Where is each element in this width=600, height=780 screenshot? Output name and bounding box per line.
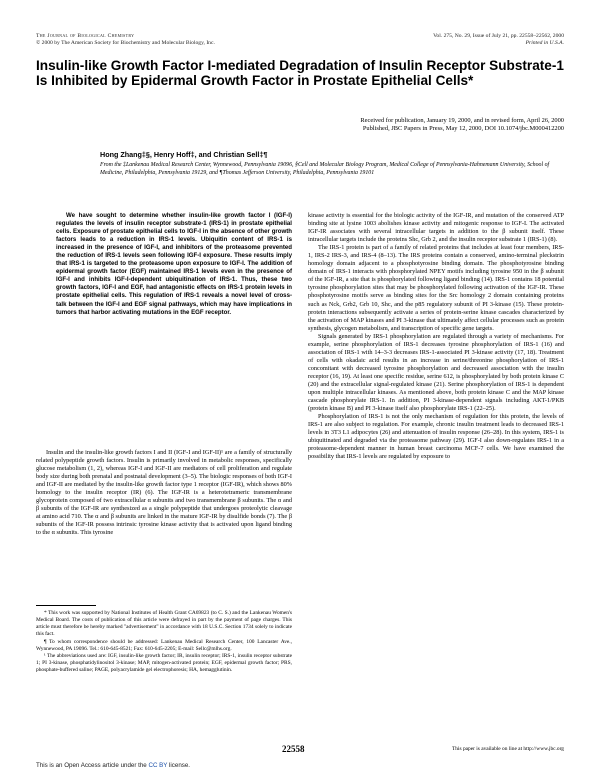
online-note: This paper is available on line at http://www.jbc.org [452,746,564,752]
page-number: 22558 [282,744,305,754]
body-paragraph: Insulin and the insulin-like growth factors I and II (IGF-I and IGF-II)¹ are a family of structurally related polypeptide growth factors. Insulin is primarily involved in metabolic responses, specifically glucose metabolism (1, 2), whereas IGF-I and IGF-II are mediators of cell proliferation and regulate body size during both prenatal and postnatal development (3–5). The biologic responses of both IGF-I and IGF-II are mediated by the insulin-like growth factor type 1 receptor (IGF-IR), which shows 80% homology to the insulin receptor (IR) (6). The IGF-IR is a heterotetrameric transmembrane glycoprotein composed of two extracellular α subunits and two transmembrane β subunits. The α and β subunits of the IGF-IR are synthesized as a single polypeptide that undergoes proteolytic cleavage at amino acid 710. The α and β subunits are linked in the mature IGF-IR by disulfide bonds (7). The β subunits of the IGF-IR possess intrinsic tyrosine kinase activity that is activated upon ligand binding to the α subunits. This tyrosine [36,449,292,537]
footnote-funding: * This work was supported by National Institutes of Health Grant CA69823 (to C. S.) and the Lankenau Women's Medical Board. The costs of publication of this article were defrayed in part by the payment of page charges. This article must therefore be hereby marked "advertisement" in accordance with 18 U.S.C. Section 1734 solely to indicate this fact. [36,610,292,637]
abstract: We have sought to determine whether insulin-like growth factor I (IGF-I) regulates the levels of insulin receptor substrate-1 (IRS-1) in prostate epithelial cells. Exposure of prostate epithelial cells to IGF-I in the absence of other growth factors leads to a reduction in IRS-1 levels. Ubiquitin content of IRS-1 is increased in the presence of IGF-I, and inhibitors of the proteasome prevented the reduction of IRS-1 levels seen following IGF-I exposure. These results imply that IRS-1 is targeted to the proteasome upon exposure to IGF-I. The addition of epidermal growth factor (EGF) maintained IRS-1 levels even in the presence of IGF-I and inhibits IGF-I-dependent ubiquitination of IRS-1. Thus, these two growth factors, IGF-I and EGF, had antagonistic effects on IRS-1 protein levels in prostate epithelial cells. This regulation of IRS-1 reveals a novel level of cross-talk between the IGF-I and EGF signal pathways, which may have implications in tumors that harbor activating mutations in the EGF receptor. [56,212,292,316]
publication-dates [204,117,564,133]
published-line: Published, JBC Papers in Press, May 12, 2000, DOI 10.1074/jbc.M000412200 [362,125,564,133]
footnotes [36,610,292,675]
body-paragraph: The IRS-1 protein is part of a family of related proteins that includes at least four members, IRS-1, IRS-2 IRS-3, and IRS-4 (8–13). The IRS proteins contain a conserved, amino-terminal pleckstrin homology domain adjacent to a phosphotyrosine binding domain. The phosphotyrosine binding domain of IRS-1 interacts with phosphorylated NPEY motifs including tyrosine 950 in the β subunit of the IGF-IR, a site that is phosphorylated following ligand binding (14). IRS-1 contains 18 potential tyrosine phosphorylation sites that may be phosphorylated following activation of the IGF-IR. These phosphotyrosine motifs serve as binding sites for the Src homology 2 domain containing proteins such as Nck, Grb2, Grb 10, Shc, and the p85 regulatory subunit of PI 3-kinase (15). These protein-protein interactions subsequently activate a series of protein-serine kinase cascades characterized by the activation of MAP kinases and PI 3-kinase that ultimately affect cellular processes such as protein synthesis, glycogen metabolism, and transcription of specific gene targets. [308,244,564,332]
open-access-notice [36,762,190,769]
received-line: Received for publication, January 19, 2000, and in revised form, April 26, 2000 [360,117,564,124]
author-list: Hong Zhang‡§, Henry Hoff‡, and Christian Sell‡¶ [100,150,268,159]
body-paragraph: kinase activity is essential for the biologic activity of the IGF-IR, and mutation of the conserved ATP binding site at lysine 1003 abolishes kinase activity and mitogenic response to IGF-I. The activated IGF-IR associates with several intracellular targets in addition to the β subunit itself. These intracellular targets include the proteins Shc, Grb 2, and the insulin receptor substrate 1 (IRS-1) (8). [308,212,564,244]
right-column [308,212,564,461]
license-link[interactable]: CC BY [148,762,168,769]
footnote-divider [36,605,96,606]
body-paragraph: Signals generated by IRS-1 phosphorylation are regulated through a variety of mechanisms. For example, serine phosphorylation of IRS-1 decreases tyrosine phosphorylation of IRS-1 (16) and association of IRS-1 with 14–3-3 decreases IRS-1-associated PI 3-kinase activity (17, 18). Treatment of cells with okadaic acid results in an increase in serine/threonine phosphorylation of IRS-1 concomitant with decreased tyrosine phosphorylation and decreased association with the insulin receptor (16, 19). At least one specific residue, serine 612, is phosphorylated by both protein kinase C (20) and the extracellular signal-regulated kinase (21). Serine phosphorylation of IRS-1 is dependent upon multiple intracellular kinases. As mentioned above, both protein kinase C and the MAP kinase cascade phosphorylate IRS-1. In addition, PI 3-kinase-dependent signals including AKT-1/PKB (protein kinase B) and PI 3-kinase itself also phosphorylate IRS-1 (22–25). [308,332,564,413]
footnote-abbreviations: ¹ The abbreviations used are: IGF, insulin-like growth factor; IR, insulin receptor; IRS-1, insulin receptor substrate 1; PI 3-kinase, phosphatidylinositol 3-kinase; MAP, mitogen-activated protein; EGF, epidermal growth factor; PRS, phosphate-buffered saline; PAGE, polyacrylamide gel electrophoresis; HA, hemagglutinin. [36,653,292,674]
journal-name: The Journal of Biological Chemistry [36,33,135,39]
volume-line: Vol. 275, No. 29, Issue of July 21, pp. 22558–22562, 2000 [433,33,564,39]
article-title: Insulin-like Growth Factor I-mediated Degradation of Insulin Receptor Substrate-1 Is Inhibited by Epidermal Growth Factor in Prostate Epithelial Cells* [36,58,564,89]
journal-header [36,33,215,47]
issue-info [433,33,564,47]
open-access-prefix: This is an Open Access article under the [36,762,147,769]
open-access-suffix: license. [169,762,191,769]
copyright-line: © 2000 by The American Society for Biochemistry and Molecular Biology, Inc. [36,40,215,46]
printed-line: Printed in U.S.A. [525,40,564,46]
footnote-correspondence: ¶ To whom correspondence should be addressed: Lankenau Medical Research Center, 100 Lancaster Ave., Wynnewood, PA 19096. Tel.: 610-645-8521; Fax: 610-645-2205; E-mail: Sellc@mlhs.org. [36,638,292,652]
affiliation: From the ‡Lankenau Medical Research Center, Wynnewood, Pennsylvania 19096, §Cell and Molecular Biology Program, Medical College of Pennsylvania-Hahnemann University, School of Medicine, Philadelphia, Pennsylvania 19129, and ¶Thomas Jefferson University, Philadelphia, Pennsylvania 19101 [100,162,550,176]
body-paragraph: Phosphorylation of IRS-1 is not the only mechanism of regulation for this protein, the levels of IRS-1 are also subject to regulation. For example, chronic insulin treatment leads to decreased IRS-1 levels in 3T3 L1 adipocytes (26) and attenuation of insulin response (26–28). In this system, IRS-1 is ubiquitinated and degraded via the proteasome pathway (29). IGF-I also down-regulates IRS-1 in a proteasome-dependent manner in human breast carcinoma MCF-7 cells. We have examined the possibility that IRS-1 levels are regulated by exposure to [308,413,564,461]
left-column [36,449,292,538]
